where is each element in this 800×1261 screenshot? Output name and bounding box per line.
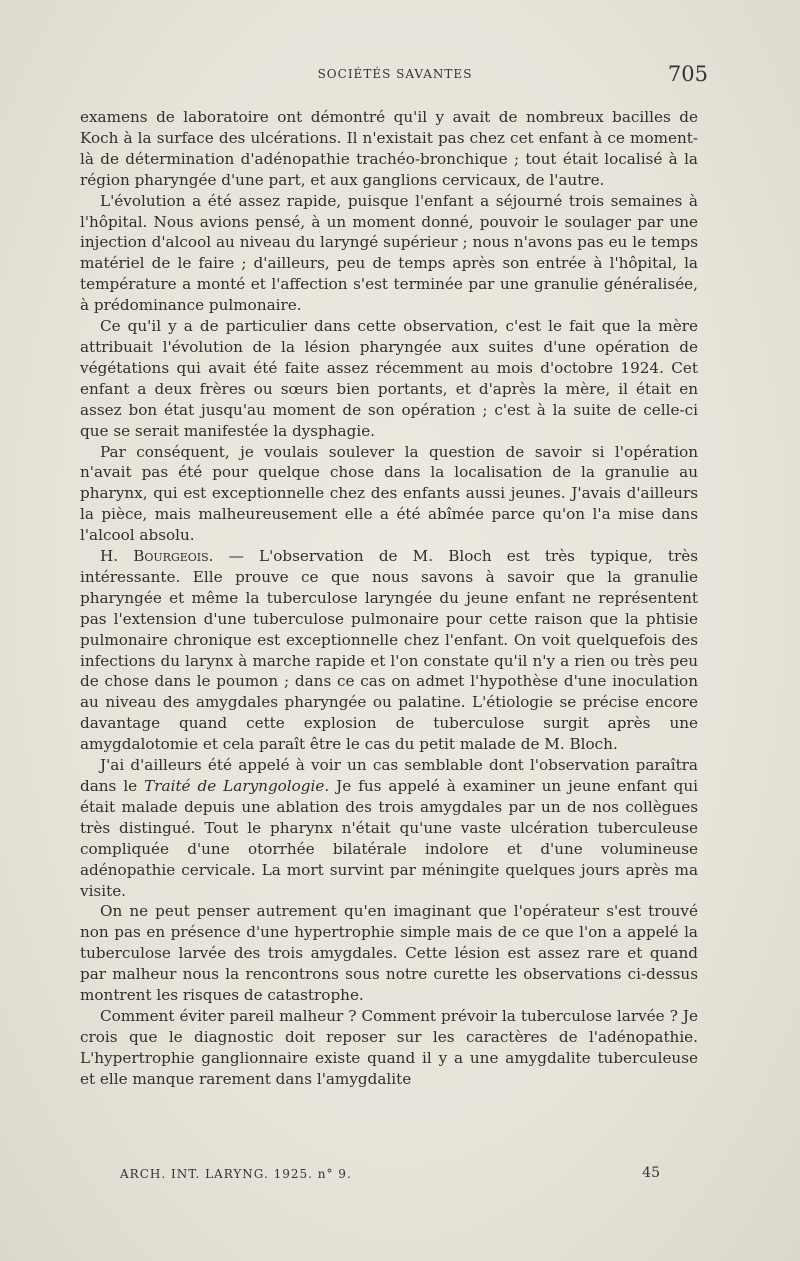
page-footer — [120, 1165, 660, 1185]
paragraph-8: Comment éviter pareil malheur ? Comment prévoir la tuberculose larvée ? Je crois que le diagnostic doit reposer sur les caractères de l'adénopathie. L'hypertrophie ganglionnaire existe quand il y a une amygdalite tuberculeuse et elle manque rarement dans l'amygdalite — [80, 1006, 698, 1088]
paragraph-5 — [80, 546, 698, 755]
paragraph-6-text-b: . Je fus appelé à examiner un jeune enfant qui était malade depuis une ablation des trois amygdales par un de nos collègues très distingué. Tout le pharynx n'était qu'une vaste ulcération tuberculeuse compliquée d'une otorrhée bilatérale indolore et d'une volumineuse adénopathie cervicale. La mort survint par méningite quelques jours après ma visite. — [80, 777, 698, 900]
paragraph-5-text: L'observation de M. Bloch est très typique, très intéressante. Elle prouve ce que nous savons à savoir que la granulie pharyngée et même la tuberculose laryngée du jeune enfant ne représentent pas l'extension d'une tuberculose pulmonaire pour cette raison que la phtisie pulmonaire chronique est exceptionnelle chez l'enfant. On voit quelquefois des infections du larynx à marche rapide et l'on constate qu'il n'y a rien ou très peu de chose dans le poumon ; dans ce cas on admet l'hypothèse d'une inoculation au niveau des amygdales pharyngée ou palatine. L'étiologie se précise encore davantage quand cette explosion de tuberculose surgit après une amygdalotomie et cela paraît être le cas du petit malade de M. Bloch. — [80, 547, 698, 754]
body-text — [80, 107, 698, 1090]
running-head — [80, 62, 710, 86]
paragraph-2: L'évolution a été assez rapide, puisque l'enfant a séjourné trois semaines à l'hôpital. Nous avions pensé, à un moment donné, pouvoir le soulager par une injection d'alcool au niveau du laryngé supérieur ; nous n'avons pas eu le temps matériel de le faire ; d'ailleurs, peu de temps après son entrée à l'hôpital, la température a monté et l'affection s'est terminée par une granulie généralisée, à prédominance pulmonaire. — [80, 191, 698, 315]
paragraph-4: Par conséquent, je voulais soulever la question de savoir si l'opération n'avait pas été pour quelque chose dans la localisation de la granulie au pharynx, qui est exceptionnelle chez des enfants aussi jeunes. J'avais d'ailleurs la pièce, mais malheureusement elle a été abîmée parce qu'on l'a mise dans l'alcool absolu. — [80, 442, 698, 545]
paragraph-7: On ne peut penser autrement qu'en imaginant que l'opérateur s'est trouvé non pas en présence d'une hypertrophie simple mais de ce que l'on a appelé la tuberculose larvée des trois amygdales. Cette lésion est assez rare et quand par malheur nous la rencontrons sous notre curette les observations ci-dessus montrent les risques de catastrophe. — [80, 902, 698, 1005]
running-title: SOCIÉTÉS SAVANTES — [317, 67, 473, 81]
journal-reference: ARCH. INT. LARYNG. 1925. n° 9. — [120, 1167, 352, 1181]
paragraph-3: Ce qu'il y a de particulier dans cette observation, c'est le fait que la mère attribuait l'évolution de la lésion pharyngée aux suites d'une opération de végétations qui avait été faite assez récemment au mois d'octobre 1924. Cet enfant a deux frères ou sœurs bien portants, et d'après la mère, il était en assez bon état jusqu'au moment de son opération ; c'est à la suite de celle-ci que se serait manifestée la dysphagie. — [80, 317, 698, 440]
speaker-name: H. Bourgeois. — [100, 547, 214, 566]
em-dash: — — [213, 547, 259, 566]
signature-mark: 45 — [642, 1165, 660, 1181]
page-number: 705 — [667, 62, 708, 86]
paragraph-6 — [80, 755, 698, 901]
paragraph-6-text-a: J'ai d'ailleurs été appelé à voir un cas semblable dont l'observation paraîtra dans le — [80, 756, 698, 795]
paragraph-1: examens de laboratoire ont démontré qu'il y avait de nombreux bacilles de Koch à la surface des ulcérations. Il n'existait pas chez cet enfant à ce moment-là de détermination d'adénopathie trachéo-bronchique ; tout était localisé à la région pharyngée d'une part, et aux ganglions cervicaux, de l'autre. — [80, 108, 698, 189]
book-title: Traité de Laryngologie — [144, 777, 325, 795]
